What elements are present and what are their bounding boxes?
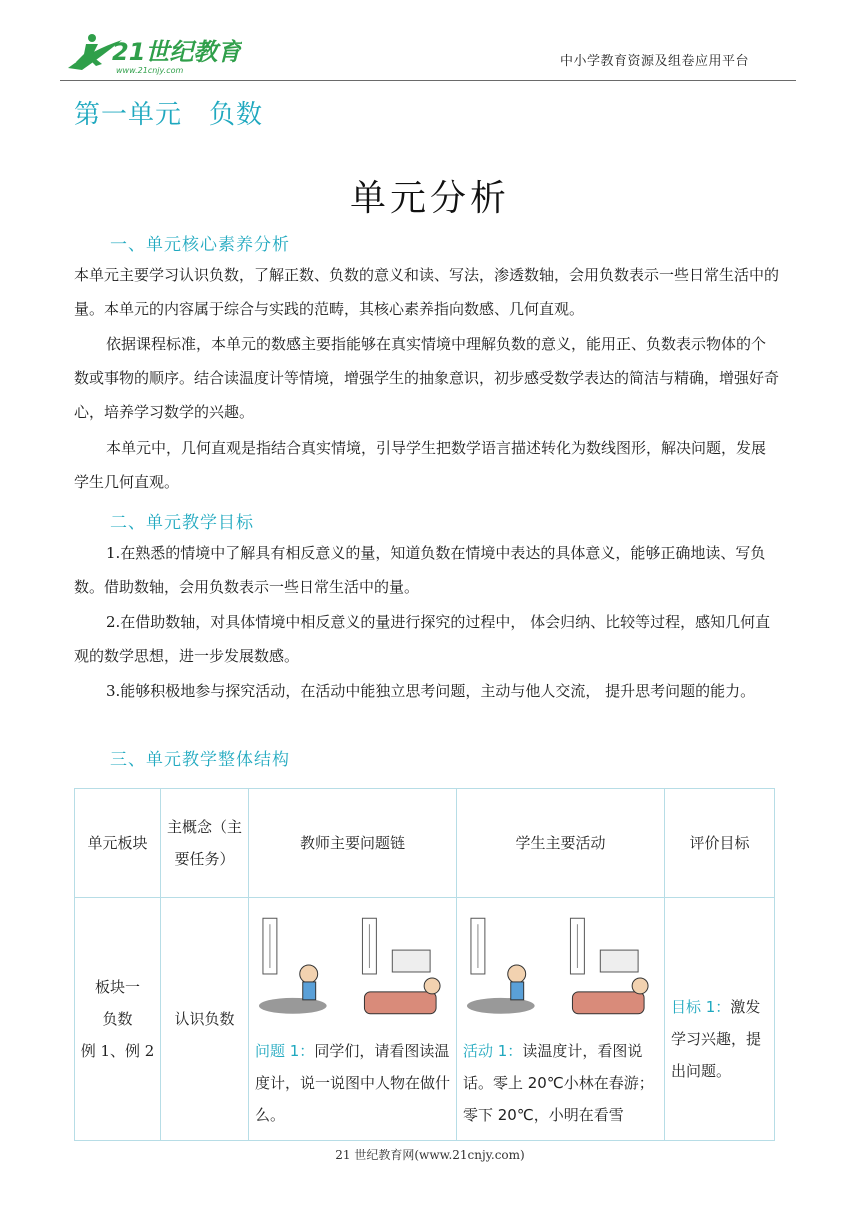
activity-tag: 活动 1：: [463, 1041, 523, 1060]
thermometer-scene-illustration: [461, 914, 660, 1024]
paragraph: 依据课程标准，本单元的数感主要指能够在真实情境中理解负数的意义，能用正、负数表示物体的个数或事物的顺序。结合读温度计等情境，增强学生的抽象意识，初步感受数学表达的简洁与精确，增强好奇心，培养学习数学的兴趣。: [74, 335, 780, 421]
question-tag: 问题 1：: [255, 1041, 315, 1060]
table-row: [75, 898, 775, 1141]
platform-name: 中小学教育资源及组卷应用平台: [560, 54, 750, 69]
logo-text: 21世纪教育: [112, 38, 242, 66]
footer: 21 世纪教育网(www.21cnjy.com): [335, 1148, 525, 1162]
thermometer-scene-illustration: [253, 914, 452, 1024]
table-header-row: [75, 789, 775, 898]
structure-table: [74, 788, 774, 1140]
page-title: 单元分析: [349, 178, 510, 219]
activity-text: 读温度计，看图说话。零上 20℃小林在春游；零下 20℃，小明在看雪: [463, 1041, 654, 1124]
header-divider: [60, 80, 796, 81]
table-header-cell: 主概念（主要任务）: [161, 789, 249, 898]
goal-cell: [665, 898, 775, 1141]
table-header-cell: 教师主要问题链: [249, 789, 457, 898]
goal-text: 激发学习兴趣，提出问题。: [671, 998, 762, 1080]
logo-url: www.21cnjy.com: [116, 66, 184, 75]
section-heading: 三、单元教学整体结构: [110, 750, 290, 770]
paragraph: 1.在熟悉的情境中了解具有相反意义的量，知道负数在情境中表达的具体意义，能够正确地读、写负数。借助数轴，会用负数表示一些日常生活中的量。: [74, 544, 766, 596]
unit-title: 第一单元 负数: [74, 100, 264, 130]
paragraph: 2.在借助数轴，对具体情境中相反意义的量进行探究的过程中， 体会归纳、比较等过程，感知几何直观的数学思想，进一步发展数感。: [74, 613, 771, 665]
paragraph: 本单元主要学习认识负数，了解正数、负数的意义和读、写法，渗透数轴，会用负数表示一些日常生活中的量。本单元的内容属于综合与实践的范畴，其核心素养指向数感、几何直观。: [74, 266, 780, 318]
section-heading: 二、单元教学目标: [110, 513, 254, 533]
block-examples: 例 1、例 2: [80, 1042, 155, 1060]
block-cell: [75, 898, 161, 1141]
question-text: 同学们，请看图读温度计，说一说图中人物在做什么。: [255, 1041, 451, 1124]
block-label: 板块一: [94, 978, 140, 996]
table-header-cell: 单元板块: [75, 789, 161, 898]
table-header-cell: 学生主要活动: [457, 789, 665, 898]
student-cell: [457, 898, 665, 1141]
logo: [62, 30, 242, 76]
goal-tag: 目标 1：: [671, 998, 731, 1016]
paragraph: 3.能够积极地参与探究活动，在活动中能独立思考问题，主动与他人交流， 提升思考问题的能力。: [106, 682, 756, 700]
logo-runner-icon: [62, 30, 242, 76]
table-header-cell: 评价目标: [665, 789, 775, 898]
block-topic: 负数: [102, 1010, 133, 1028]
teacher-cell: [249, 898, 457, 1141]
section-heading: 一、单元核心素养分析: [110, 235, 290, 255]
concept-cell: 认识负数: [161, 898, 249, 1141]
paragraph: 本单元中，几何直观是指结合真实情境，引导学生把数学语言描述转化为数线图形，解决问题，发展学生几何直观。: [74, 439, 767, 491]
